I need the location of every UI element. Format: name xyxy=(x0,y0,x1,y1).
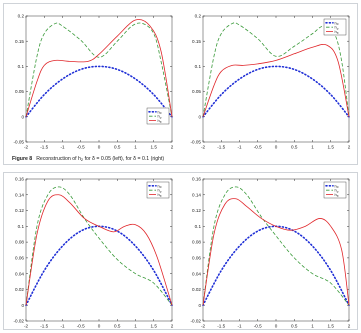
y-tick-label: 0.04 xyxy=(15,271,24,277)
x-tick-label: -2 xyxy=(200,144,206,150)
series-line-htheta xyxy=(26,20,172,117)
legend-label-subscript: ρ xyxy=(336,189,339,194)
y-tick-label: -0.02 xyxy=(13,318,24,324)
x-tick-label: 1.5 xyxy=(150,144,157,150)
x-tick-label: -0.5 xyxy=(253,323,262,329)
series-line-htheta xyxy=(203,44,349,116)
legend-label-subscript: 0 xyxy=(159,185,162,190)
legend-label-subscript: ρ xyxy=(159,189,162,194)
y-tick-label: 0.12 xyxy=(15,208,24,214)
x-tick-label: -1.5 xyxy=(40,144,49,150)
x-tick-label: -0.5 xyxy=(76,323,85,329)
series-line-htheta xyxy=(203,199,349,306)
y-tick-label: -0.02 xyxy=(190,318,201,324)
legend-label: $h_\theta$ xyxy=(334,192,339,198)
x-tick-label: -0.5 xyxy=(76,144,85,150)
x-tick-label: 0.5 xyxy=(114,144,121,150)
x-tick-label: -1 xyxy=(237,144,242,150)
x-tick-label: 2 xyxy=(347,323,351,329)
legend-label: $h_0$ xyxy=(334,20,339,27)
x-tick-label: 1 xyxy=(311,323,314,329)
series-line-hrho xyxy=(26,187,172,305)
y-tick-label: 0.2 xyxy=(194,13,201,19)
y-tick-label: 0.1 xyxy=(17,64,24,69)
y-tick-label: 0.16 xyxy=(15,176,24,182)
chart-bottom-right xyxy=(181,173,358,329)
legend-label: $h_\theta$ xyxy=(334,29,339,35)
legend-label: $h_\rho$ xyxy=(157,187,162,194)
y-tick-label: 0.1 xyxy=(194,223,201,229)
y-tick-label: 0.06 xyxy=(15,255,24,261)
legend-label: $h_0$ xyxy=(157,183,162,190)
x-tick-label: 0 xyxy=(97,144,101,150)
legend-label-subscript: θ xyxy=(336,30,339,35)
series-line-hrho xyxy=(203,23,349,117)
caption-subscript: 2 xyxy=(80,157,84,162)
legend-label: $h_\rho$ xyxy=(157,113,162,120)
y-tick-label: 0 xyxy=(21,302,24,308)
y-tick-label: 0 xyxy=(198,302,201,308)
y-tick-label: 0.02 xyxy=(192,287,201,293)
figure-caption xyxy=(12,156,164,162)
x-tick-label: 2 xyxy=(347,144,351,150)
legend-label: $h_\rho$ xyxy=(334,187,339,194)
x-tick-label: 0.5 xyxy=(114,323,121,329)
y-tick-label: 0.1 xyxy=(17,223,24,229)
y-tick-label: 0.15 xyxy=(15,38,24,44)
legend-label-subscript: ρ xyxy=(159,115,162,120)
y-tick-label: 0 xyxy=(198,114,201,120)
chart-bottom-left xyxy=(4,173,181,329)
series-line-h0 xyxy=(203,226,349,305)
legend-label-subscript: θ xyxy=(159,119,162,124)
legend-label: $h_0$ xyxy=(334,183,339,190)
x-tick-label: 1.5 xyxy=(327,323,334,329)
x-tick-label: -0.5 xyxy=(253,144,262,150)
caption-text-2: for δ = 0.05 (left), for δ = 0.1 (right) xyxy=(83,156,165,162)
chart-top-right xyxy=(181,4,358,151)
y-tick-label: 0.06 xyxy=(192,255,201,261)
y-tick-label: 0.05 xyxy=(192,89,201,95)
x-tick-label: -2 xyxy=(23,323,29,329)
y-tick-label: -0.05 xyxy=(190,139,201,145)
x-tick-label: 0 xyxy=(274,323,278,329)
legend-label: $h_\theta$ xyxy=(157,118,162,124)
y-tick-label: 0.12 xyxy=(192,208,201,214)
x-tick-label: 0 xyxy=(97,323,101,329)
x-tick-label: -1.5 xyxy=(217,323,226,329)
x-tick-label: -1 xyxy=(60,144,65,150)
plot-top-right xyxy=(181,4,358,151)
figure-8-panel xyxy=(3,3,358,165)
y-tick-label: 0.1 xyxy=(194,64,201,69)
y-tick-label: 0 xyxy=(21,114,24,120)
y-tick-label: -0.05 xyxy=(13,139,24,145)
x-tick-label: 0.5 xyxy=(291,144,298,150)
series-line-hrho xyxy=(26,23,172,117)
y-tick-label: 0.04 xyxy=(192,271,201,277)
legend-label: $h_0$ xyxy=(157,109,162,116)
series-line-htheta xyxy=(26,195,172,306)
plot-bottom-left xyxy=(4,173,181,329)
x-tick-label: -1.5 xyxy=(40,323,49,329)
series-line-h0 xyxy=(203,66,349,116)
y-tick-label: 0.08 xyxy=(192,239,201,245)
y-tick-label: 0.05 xyxy=(15,89,24,95)
x-tick-label: 0.5 xyxy=(291,323,298,329)
x-tick-label: -1 xyxy=(237,323,242,329)
x-tick-label: 2 xyxy=(170,144,174,150)
caption-text-1: Reconstruction of h xyxy=(36,156,81,162)
legend-label: $h_\theta$ xyxy=(157,192,162,198)
x-tick-label: 1.5 xyxy=(327,144,334,150)
y-tick-label: 0.08 xyxy=(15,239,24,245)
legend-label-subscript: 0 xyxy=(159,111,162,116)
legend-label-subscript: θ xyxy=(336,193,339,198)
plot-bottom-right xyxy=(181,173,358,329)
legend-label-subscript: 0 xyxy=(336,185,339,190)
x-tick-label: -1 xyxy=(60,323,65,329)
legend-label-subscript: θ xyxy=(159,193,162,198)
x-tick-label: 1.5 xyxy=(150,323,157,329)
chart-top-left xyxy=(4,4,181,151)
x-tick-label: -2 xyxy=(23,144,29,150)
y-tick-label: 0.2 xyxy=(17,13,24,19)
x-tick-label: -2 xyxy=(200,323,206,329)
legend-label: $h_\rho$ xyxy=(334,24,339,31)
figure-9-panel xyxy=(3,172,358,330)
plot-top-left xyxy=(4,4,181,151)
legend-label-subscript: 0 xyxy=(336,22,339,27)
x-tick-label: 1 xyxy=(134,144,137,150)
y-tick-label: 0.02 xyxy=(15,287,24,293)
x-tick-label: -1.5 xyxy=(217,144,226,150)
y-tick-label: 0.16 xyxy=(192,176,201,182)
figure-label: Figure 8 xyxy=(12,156,33,162)
x-tick-label: 1 xyxy=(134,323,137,329)
legend-label-subscript: ρ xyxy=(336,26,339,31)
y-tick-label: 0.14 xyxy=(192,192,201,198)
y-tick-label: 0.14 xyxy=(15,192,24,198)
x-tick-label: 1 xyxy=(311,144,314,150)
x-tick-label: 2 xyxy=(170,323,174,329)
axes-frame xyxy=(203,179,349,321)
y-tick-label: 0.15 xyxy=(192,38,201,44)
x-tick-label: 0 xyxy=(274,144,278,150)
